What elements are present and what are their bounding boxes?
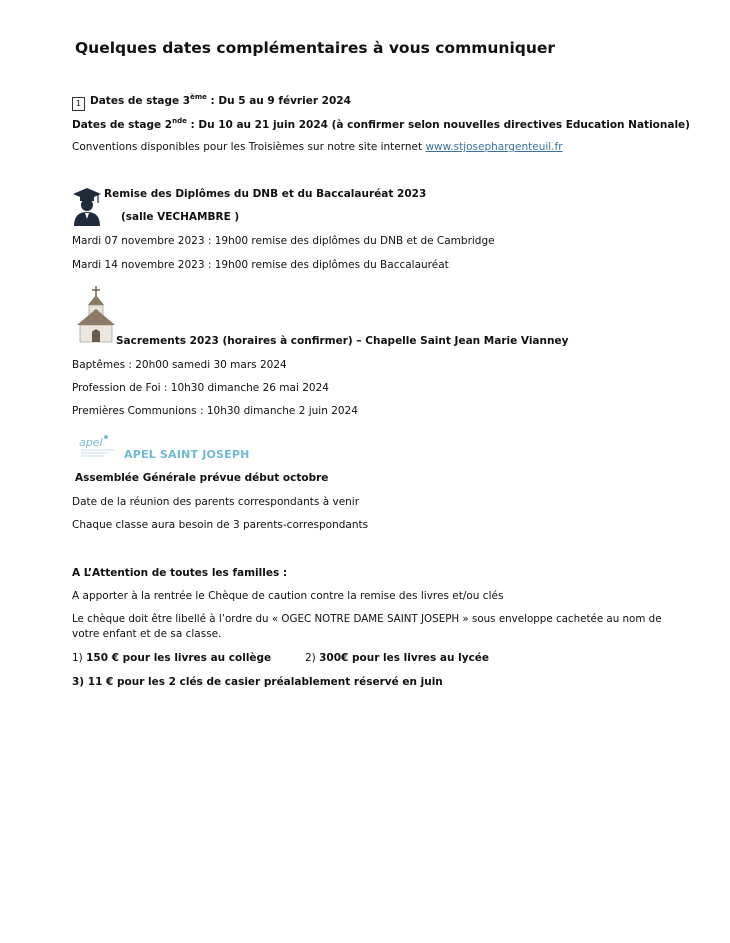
tarif-cles-casier: 3) 11 € pour les 2 clés de casier préalablement réservé en juin [72,676,443,688]
svg-text:apel: apel [79,436,103,449]
apel-name: APEL SAINT JOSEPH [124,448,250,461]
graduate-icon [72,186,102,226]
attention-line-2a: Le chèque doit être libellé à l’ordre du « OGEC NOTRE DAME SAINT JOSEPH » sous enveloppe cachetée au nom de [72,613,662,625]
attention-heading: A L’Attention de toutes les familles : [72,567,288,579]
tarif-livres-lycee: 2) 300€ pour les livres au lycée [305,652,490,664]
chapel-icon [76,285,116,343]
calendar-icon: 1 [72,97,85,111]
tarif-livres-college: 1) 150 € pour les livres au collège [72,652,272,664]
stage-2nde-line: Dates de stage 2nde : Du 10 au 21 juin 2024 (à confirmer selon nouvelles directives Education Nationale) [72,117,690,131]
apel-line-2: Chaque classe aura besoin de 3 parents-correspondants [72,519,369,531]
diplomes-line-1: Mardi 07 novembre 2023 : 19h00 remise des diplômes du DNB et de Cambridge [72,235,495,247]
sacrements-heading: Sacrements 2023 (horaires à confirmer) – Chapelle Saint Jean Marie Vianney [116,335,569,347]
conventions-line: Conventions disponibles pour les Troisièmes sur notre site internet www.stjosephargenteuil.fr [72,141,563,153]
apel-heading: Assemblée Générale prévue début octobre [75,472,329,484]
attention-line-1: A apporter à la rentrée le Chèque de caution contre la remise des livres et/ou clés [72,590,504,602]
sacrement-item: Premières Communions : 10h30 dimanche 2 juin 2024 [72,405,358,417]
page-title: Quelques dates complémentaires à vous communiquer [75,39,556,57]
apel-line-1: Date de la réunion des parents correspondants à venir [72,496,360,508]
sacrement-item: Baptêmes : 20h00 samedi 30 mars 2024 [72,359,287,371]
diplomes-line-2: Mardi 14 novembre 2023 : 19h00 remise des diplômes du Baccalauréat [72,259,449,271]
apel-logo [78,432,118,460]
diplomes-heading: Remise des Diplômes du DNB et du Baccalauréat 2023 [104,188,427,200]
stage-3eme-line: 1 Dates de stage 3ème : Du 5 au 9 février 2024 [72,93,351,111]
sacrement-item: Profession de Foi : 10h30 dimanche 26 mai 2024 [72,382,329,394]
website-link[interactable]: www.stjosephargenteuil.fr [425,141,563,153]
attention-line-2b: votre enfant et de sa classe. [72,628,222,640]
diplomes-salle: (salle VECHAMBRE ) [121,211,240,223]
